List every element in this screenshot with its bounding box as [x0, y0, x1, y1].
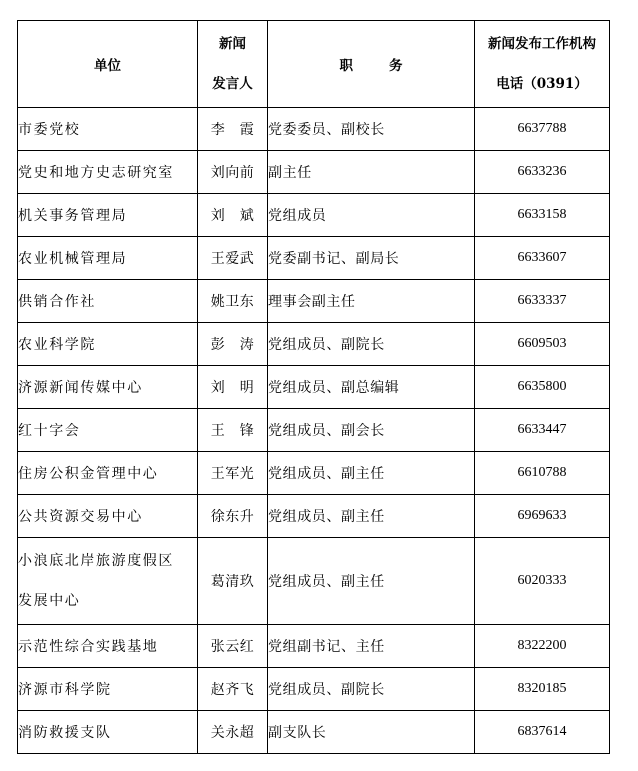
- duty-cell: 副主任: [268, 151, 475, 194]
- duty-cell: 党组副书记、主任: [268, 625, 475, 668]
- duty-cell: 党委副书记、副局长: [268, 237, 475, 280]
- unit-cell: 公共资源交易中心: [18, 495, 198, 538]
- header-phone-line2: 电话（0391）: [496, 76, 588, 92]
- table-row: [18, 323, 610, 366]
- spokesperson-cell: 徐东升: [198, 495, 268, 538]
- spokesperson-cell: 李 霞: [198, 108, 268, 151]
- header-spokesperson-line1: 新闻: [219, 36, 246, 52]
- spokesperson-cell: 刘 明: [198, 366, 268, 409]
- header-duty-part2: 务: [389, 58, 403, 74]
- spokesperson-cell: 姚卫东: [198, 280, 268, 323]
- header-duty: [268, 21, 475, 108]
- duty-cell: 党组成员、副院长: [268, 668, 475, 711]
- duty-cell: 党组成员、副主任: [268, 452, 475, 495]
- unit-cell: 济源市科学院: [18, 668, 198, 711]
- header-duty-part1: 职: [339, 58, 353, 74]
- header-spokesperson: [198, 21, 268, 108]
- table-row: [18, 280, 610, 323]
- table-row: [18, 108, 610, 151]
- spokesperson-cell: 刘 斌: [198, 194, 268, 237]
- duty-cell: 党组成员、副主任: [268, 538, 475, 625]
- phone-cell: 6635800: [475, 366, 610, 409]
- duty-cell: 党组成员、副总编辑: [268, 366, 475, 409]
- header-spokesperson-line2: 发言人: [212, 76, 253, 92]
- table-row: [18, 711, 610, 754]
- phone-cell: 6969633: [475, 495, 610, 538]
- spokesperson-cell: 彭 涛: [198, 323, 268, 366]
- unit-cell: 住房公积金管理中心: [18, 452, 198, 495]
- spokesperson-cell: 关永超: [198, 711, 268, 754]
- duty-cell: 党组成员、副院长: [268, 323, 475, 366]
- table-row: [18, 495, 610, 538]
- unit-cell: 红十字会: [18, 409, 198, 452]
- phone-cell: 6610788: [475, 452, 610, 495]
- table-row: [18, 194, 610, 237]
- spokesperson-cell: 王爱武: [198, 237, 268, 280]
- table-row: [18, 237, 610, 280]
- unit-cell: 示范性综合实践基地: [18, 625, 198, 668]
- duty-cell: 副支队长: [268, 711, 475, 754]
- table-row: [18, 151, 610, 194]
- duty-cell: 党组成员: [268, 194, 475, 237]
- phone-cell: 6633607: [475, 237, 610, 280]
- unit-line2: 发展中心: [18, 593, 81, 609]
- header-phone: [475, 21, 610, 108]
- table-row: [18, 366, 610, 409]
- phone-cell: 8320185: [475, 668, 610, 711]
- duty-cell: 党组成员、副会长: [268, 409, 475, 452]
- unit-cell: 机关事务管理局: [18, 194, 198, 237]
- unit-cell: 市委党校: [18, 108, 198, 151]
- spokesperson-cell: 赵齐飞: [198, 668, 268, 711]
- spokesperson-cell: 刘向前: [198, 151, 268, 194]
- table-row: [18, 409, 610, 452]
- duty-cell: 党组成员、副主任: [268, 495, 475, 538]
- duty-cell: 理事会副主任: [268, 280, 475, 323]
- duty-cell: 党委委员、副校长: [268, 108, 475, 151]
- phone-cell: 8322200: [475, 625, 610, 668]
- spokesperson-cell: 王军光: [198, 452, 268, 495]
- phone-cell: 6633337: [475, 280, 610, 323]
- unit-cell: 供销合作社: [18, 280, 198, 323]
- table-row: [18, 668, 610, 711]
- unit-cell: 济源新闻传媒中心: [18, 366, 198, 409]
- phone-cell: 6633236: [475, 151, 610, 194]
- spokesperson-cell: 张云红: [198, 625, 268, 668]
- header-unit: 单位: [18, 21, 198, 108]
- unit-cell: [18, 538, 198, 625]
- unit-cell: 农业机械管理局: [18, 237, 198, 280]
- unit-cell: 消防救援支队: [18, 711, 198, 754]
- unit-cell: 党史和地方史志研究室: [18, 151, 198, 194]
- phone-cell: 6837614: [475, 711, 610, 754]
- header-phone-line1: 新闻发布工作机构: [488, 36, 596, 52]
- phone-cell: 6609503: [475, 323, 610, 366]
- spokesperson-table: [17, 20, 610, 754]
- unit-line1: 小浪底北岸旅游度假区: [18, 553, 174, 569]
- table-header-row: [18, 21, 610, 108]
- phone-cell: 6633447: [475, 409, 610, 452]
- phone-cell: 6020333: [475, 538, 610, 625]
- table-row: [18, 538, 610, 625]
- table-row: [18, 452, 610, 495]
- phone-cell: 6637788: [475, 108, 610, 151]
- spokesperson-cell: 王 锋: [198, 409, 268, 452]
- spokesperson-cell: 葛清玖: [198, 538, 268, 625]
- phone-cell: 6633158: [475, 194, 610, 237]
- table-row: [18, 625, 610, 668]
- unit-cell: 农业科学院: [18, 323, 198, 366]
